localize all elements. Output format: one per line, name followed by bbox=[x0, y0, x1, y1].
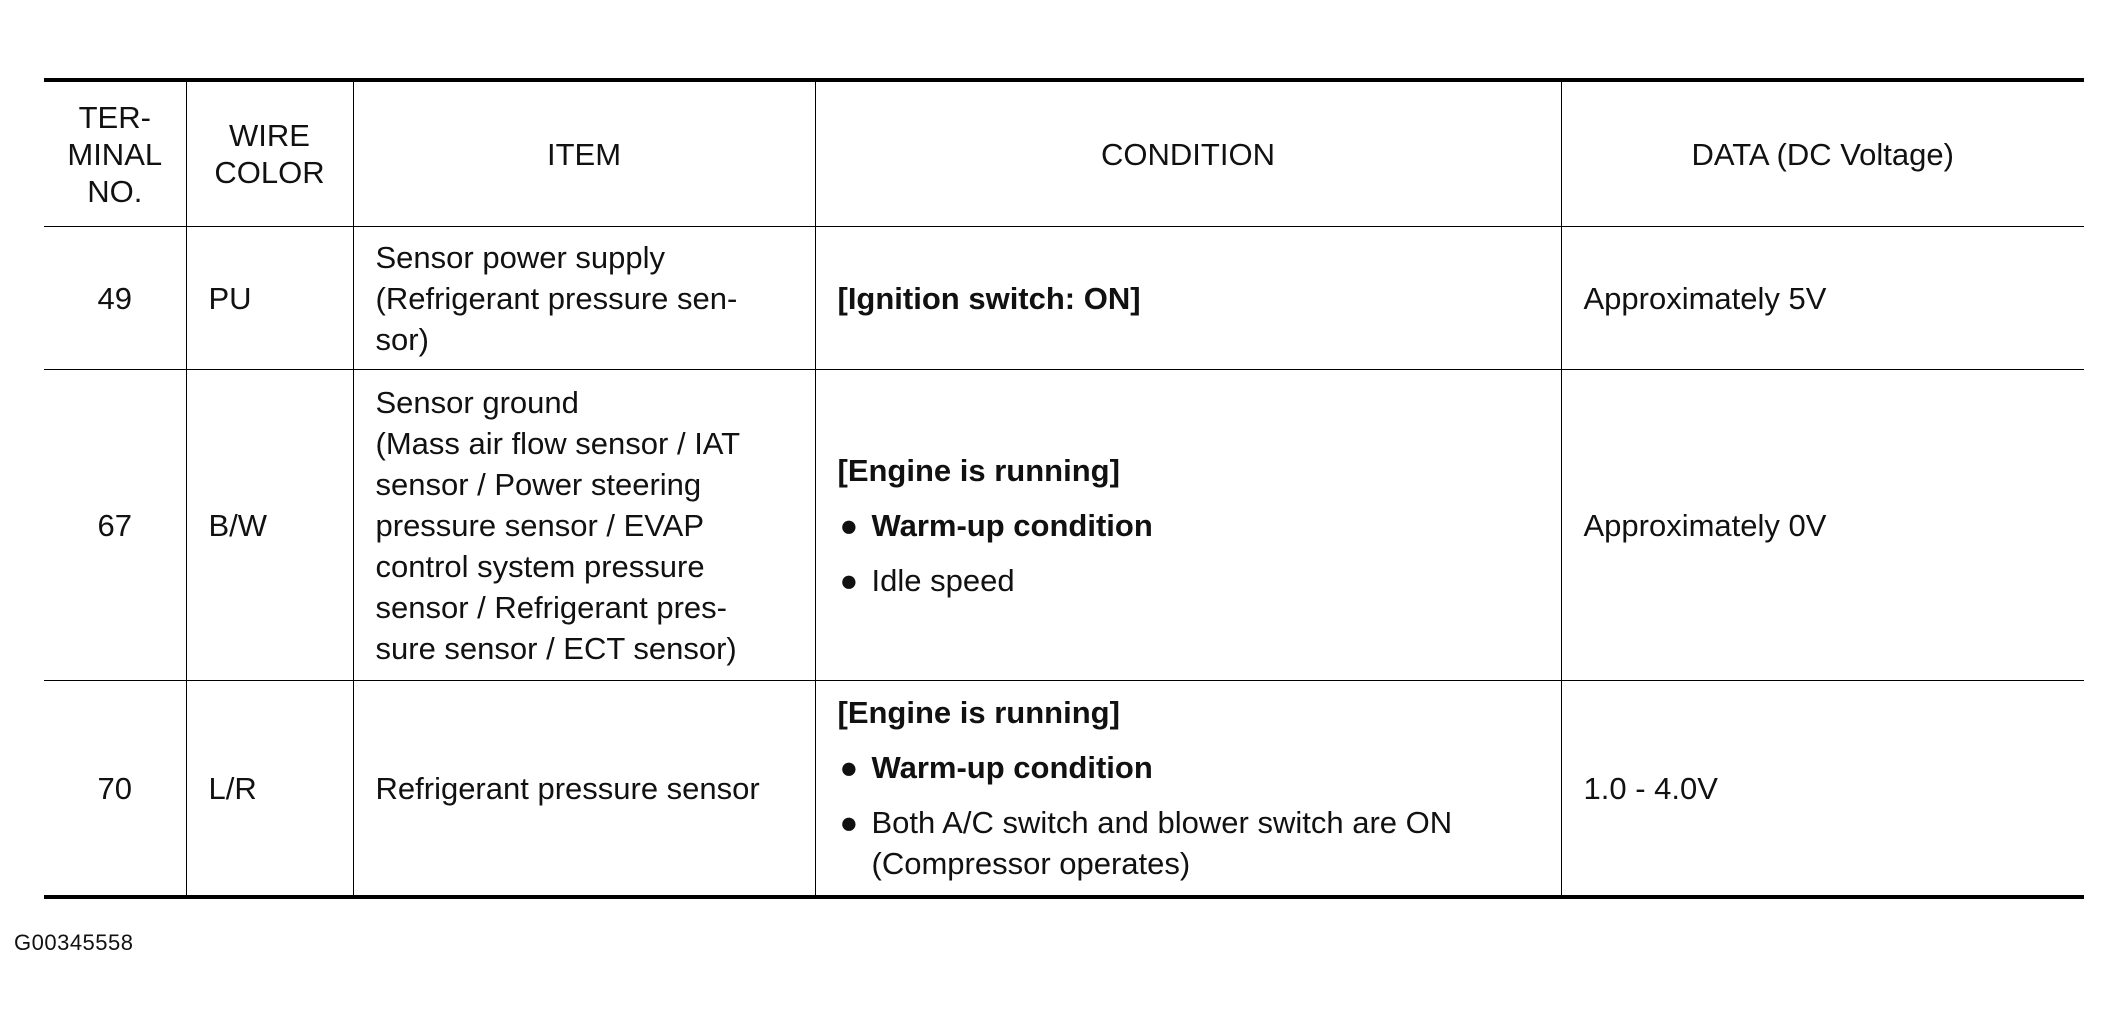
condition-item bbox=[838, 802, 1539, 884]
condition-item bbox=[838, 505, 1539, 546]
condition-item-text: Both A/C switch and blower switch are ON (Compressor operates) bbox=[871, 805, 1453, 881]
data-value: 1.0 - 4.0V bbox=[1561, 681, 2084, 898]
condition-item-text: Idle speed bbox=[871, 562, 1015, 598]
terminal-number: 70 bbox=[44, 681, 186, 898]
header-terminal-line: MINAL bbox=[67, 136, 163, 172]
condition-item-text: Warm-up condition bbox=[871, 750, 1153, 785]
wire-color: B/W bbox=[186, 370, 353, 681]
item-cell bbox=[353, 681, 815, 898]
header-condition: CONDITION bbox=[815, 80, 1561, 227]
table-header bbox=[44, 80, 2084, 227]
header-item: ITEM bbox=[353, 80, 815, 227]
wire-color: L/R bbox=[186, 681, 353, 898]
item-description: Sensor ground (Mass air flow sensor / IAT sensor / Power steering pressure sensor / EVAP control system pressure sensor / Refrigerant pres- sure sensor / ECT sensor) bbox=[375, 384, 741, 666]
condition-item-text: Warm-up condition bbox=[871, 507, 1153, 543]
condition-item bbox=[838, 747, 1539, 788]
header-data: DATA (DC Voltage) bbox=[1561, 80, 2084, 227]
condition-cell bbox=[815, 370, 1561, 681]
condition-list bbox=[838, 747, 1539, 884]
condition-header: [Ignition switch: ON] bbox=[837, 280, 1141, 316]
header-wire-color bbox=[186, 80, 353, 227]
terminal-spec-table bbox=[44, 78, 2084, 899]
data-value: Approximately 5V bbox=[1561, 227, 2084, 370]
condition-cell bbox=[815, 681, 1561, 898]
item-cell bbox=[353, 370, 815, 681]
image-reference-code: G00345558 bbox=[14, 930, 134, 955]
table-row bbox=[44, 227, 2084, 370]
header-terminal-line: TER- bbox=[78, 99, 151, 135]
data-value: Approximately 0V bbox=[1561, 370, 2084, 681]
item-description: Sensor power supply (Refrigerant pressure sen- sor) bbox=[375, 239, 738, 357]
condition-header: [Engine is running] bbox=[837, 452, 1120, 488]
condition-list bbox=[838, 505, 1539, 601]
table-row bbox=[44, 681, 2084, 898]
item-description: Refrigerant pressure sensor bbox=[375, 770, 760, 806]
condition-cell bbox=[815, 227, 1561, 370]
terminal-number: 67 bbox=[44, 370, 186, 681]
table-row bbox=[44, 370, 2084, 681]
terminal-number: 49 bbox=[44, 227, 186, 370]
header-terminal-line: NO. bbox=[87, 173, 143, 209]
bullet-icon: ● bbox=[839, 562, 859, 598]
bullet-icon: ● bbox=[839, 507, 859, 543]
bullet-icon: ● bbox=[839, 805, 859, 840]
bullet-icon: ● bbox=[839, 750, 859, 785]
condition-item bbox=[838, 560, 1539, 601]
wire-color: PU bbox=[186, 227, 353, 370]
header-wire-line: COLOR bbox=[214, 155, 325, 190]
header-row bbox=[44, 80, 2084, 227]
header-wire-line: WIRE bbox=[229, 118, 310, 153]
header-terminal-no bbox=[44, 80, 186, 227]
item-cell bbox=[353, 227, 815, 370]
condition-header: [Engine is running] bbox=[837, 695, 1120, 730]
